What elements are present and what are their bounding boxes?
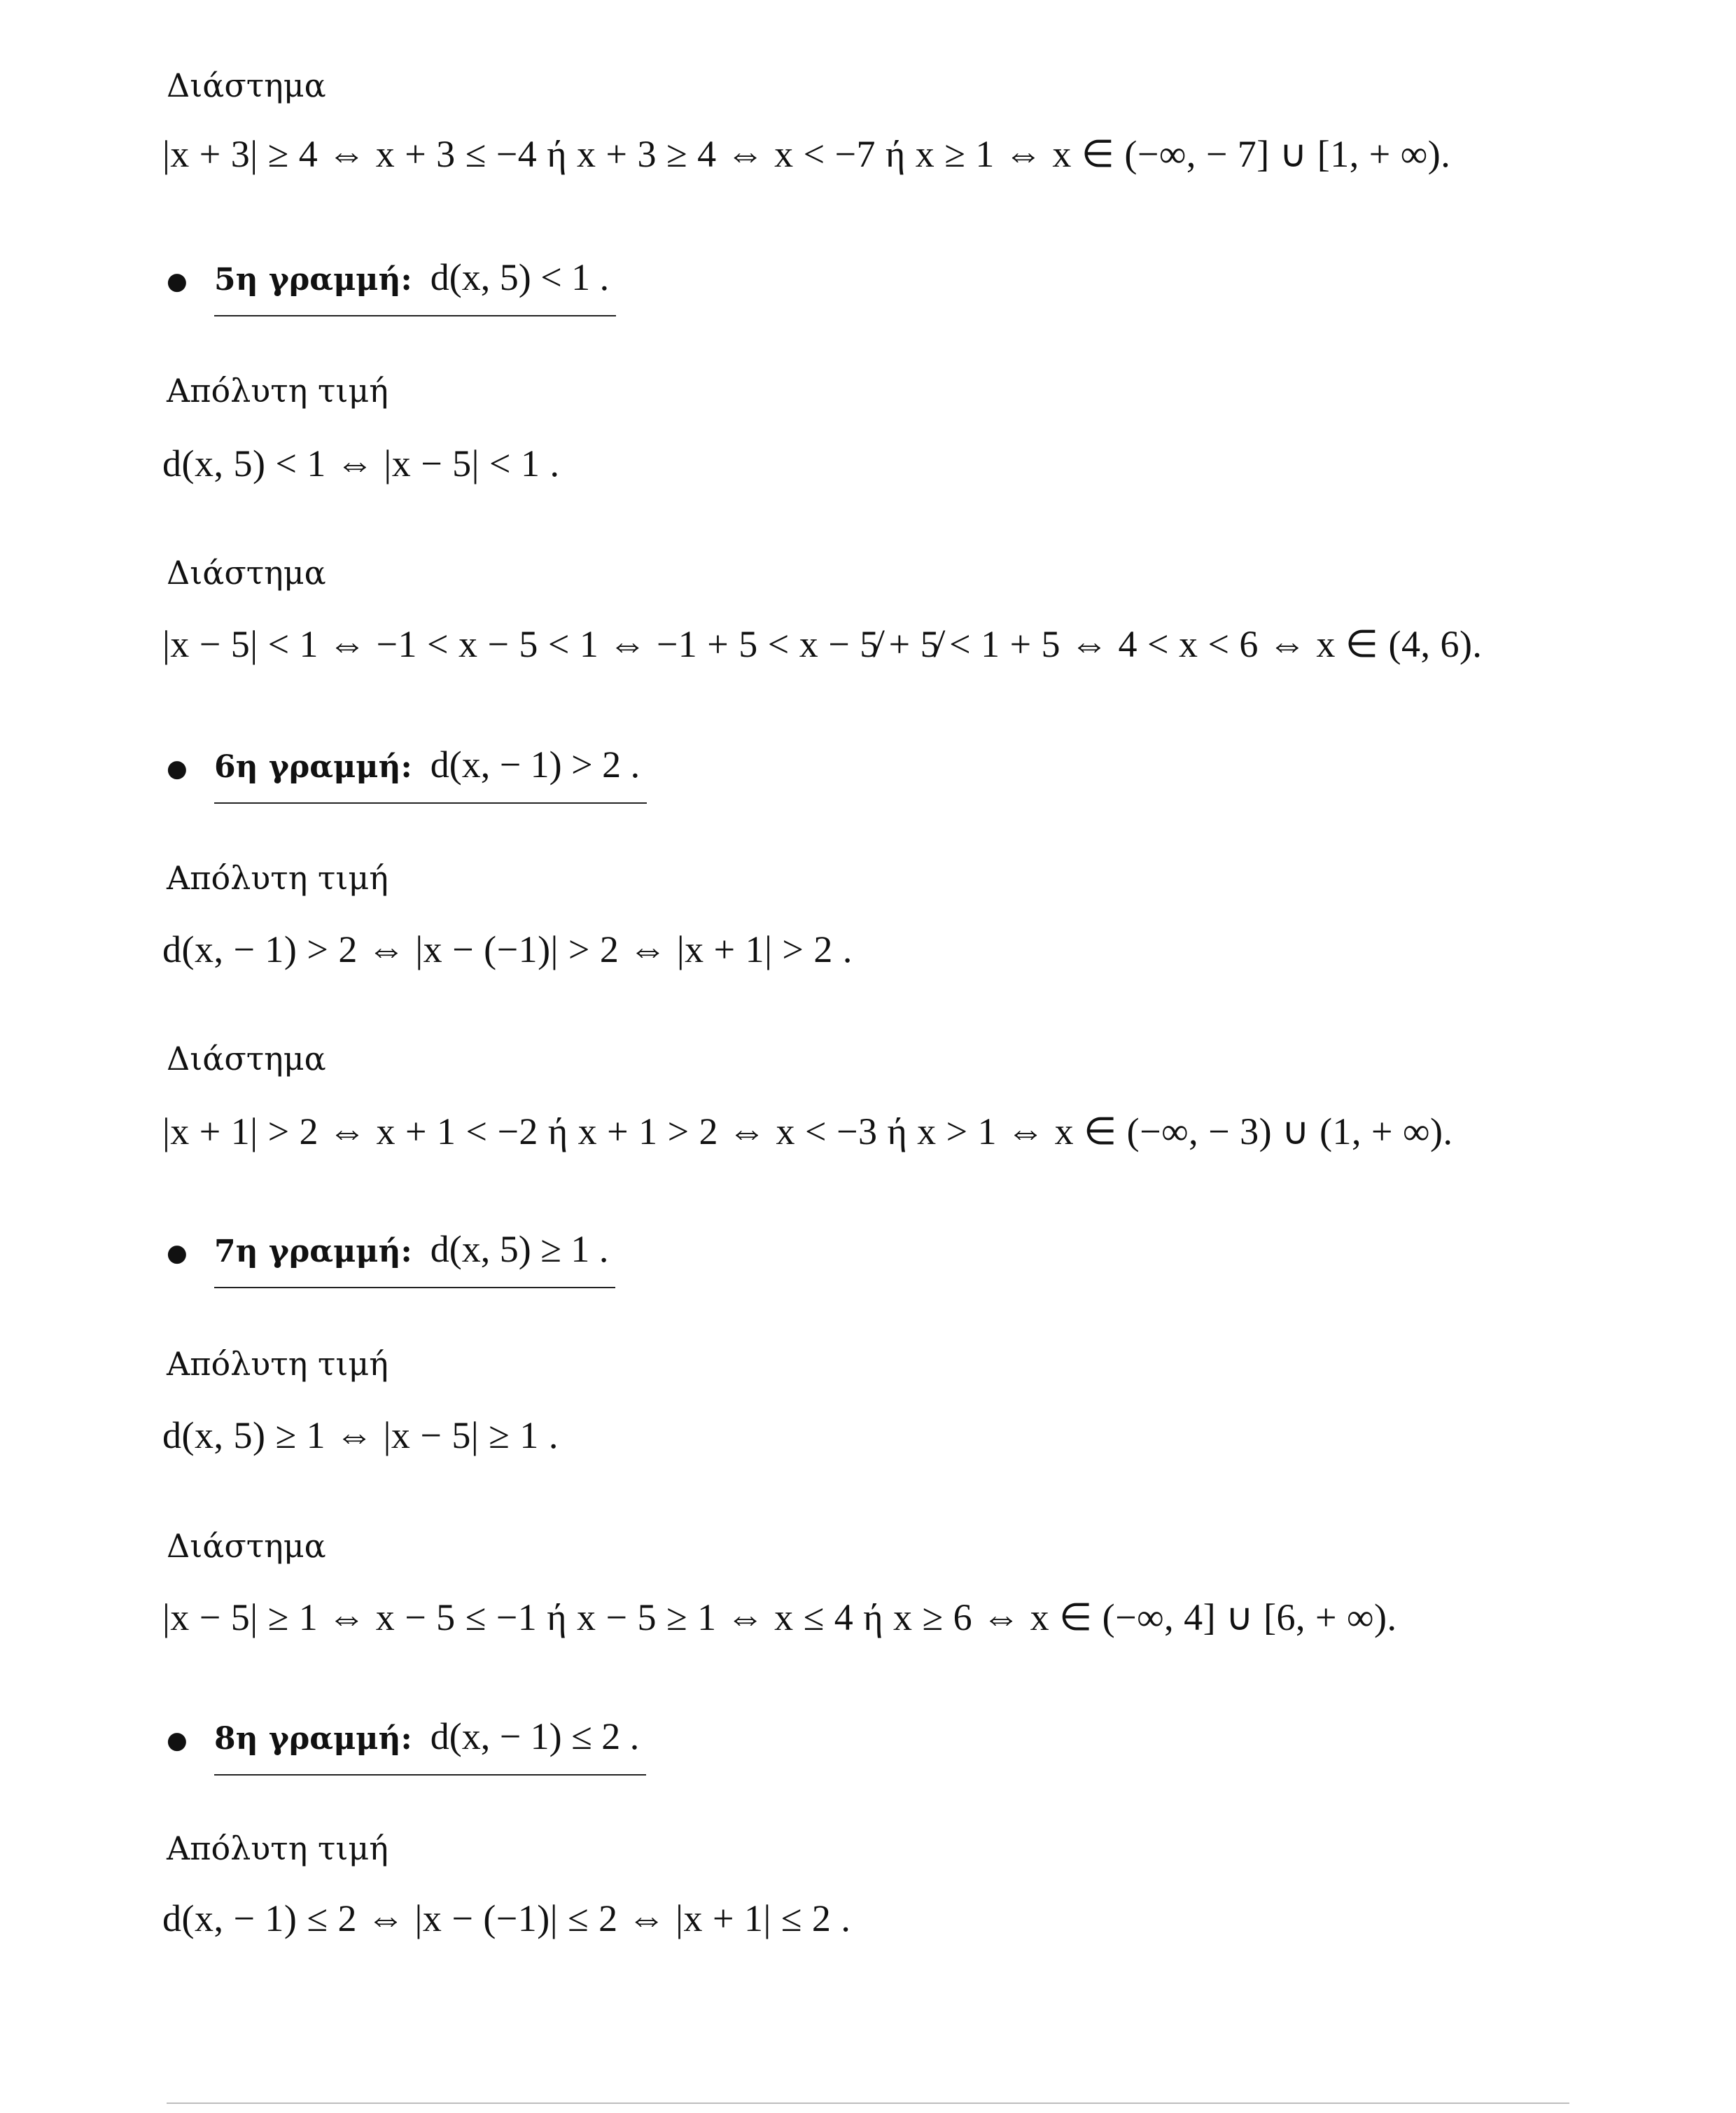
bullet-icon: ● xyxy=(167,755,188,783)
heading-underline xyxy=(214,1221,615,1288)
heading-expression: d(x, 5) ≥ 1 . xyxy=(430,1228,609,1270)
equation: d(x, − 1) ≤ 2 ⇔ |x − (−1)| ≤ 2 ⇔ |x + 1| ≤ 2 . xyxy=(162,1897,851,1939)
label-interval: Διάστημα xyxy=(167,67,326,104)
section-heading xyxy=(167,1708,646,1776)
section-heading xyxy=(167,737,647,804)
label-absolute-value: Απόλυτη τιμή xyxy=(167,372,388,410)
label-interval: Διάστημα xyxy=(167,554,326,592)
label-interval: Διάστημα xyxy=(167,1040,326,1078)
equation: |x − 5| ≥ 1 ⇔ x − 5 ≤ −1 ή x − 5 ≥ 1 ⇔ x ≤ 4 ή x ≥ 6 ⇔ x ∈ (−∞, 4] ∪ [6, + ∞). xyxy=(162,1596,1397,1638)
section-heading xyxy=(167,249,616,316)
heading-underline xyxy=(214,249,616,316)
section-heading xyxy=(167,1221,615,1288)
equation: |x + 1| > 2 ⇔ x + 1 < −2 ή x + 1 > 2 ⇔ x < −3 ή x > 1 ⇔ x ∈ (−∞, − 3) ∪ (1, + ∞). xyxy=(162,1110,1453,1152)
heading-expression: d(x, − 1) ≤ 2 . xyxy=(430,1715,640,1757)
label-interval: Διάστημα xyxy=(167,1527,326,1565)
heading-expression: d(x, − 1) > 2 . xyxy=(430,744,640,786)
equation: d(x, 5) < 1 ⇔ |x − 5| < 1 . xyxy=(162,442,560,484)
heading-underline xyxy=(214,1708,646,1776)
heading-title: 6η γραμμή: xyxy=(214,749,412,785)
equation: |x + 3| ≥ 4 ⇔ x + 3 ≤ −4 ή x + 3 ≥ 4 ⇔ x < −7 ή x ≥ 1 ⇔ x ∈ (−∞, − 7] ∪ [1, + ∞). xyxy=(162,133,1451,175)
equation: |x − 5| < 1 ⇔ −1 < x − 5 < 1 ⇔ −1 + 5 < x − 5̸ + 5̸ < 1 + 5 ⇔ 4 < x < 6 ⇔ x ∈ (4, 6). xyxy=(162,623,1483,665)
heading-expression: d(x, 5) < 1 . xyxy=(430,256,610,298)
equation: d(x, 5) ≥ 1 ⇔ |x − 5| ≥ 1 . xyxy=(162,1414,559,1456)
footer-rule xyxy=(167,2102,1569,2104)
label-absolute-value: Απόλυτη τιμή xyxy=(167,1345,388,1383)
label-absolute-value: Απόλυτη τιμή xyxy=(167,1829,388,1867)
heading-title: 7η γραμμή: xyxy=(214,1234,412,1269)
equation: d(x, − 1) > 2 ⇔ |x − (−1)| > 2 ⇔ |x + 1| > 2 . xyxy=(162,928,853,970)
heading-title: 5η γραμμή: xyxy=(214,262,412,298)
label-absolute-value: Απόλυτη τιμή xyxy=(167,859,388,897)
bullet-icon: ● xyxy=(167,1727,188,1755)
heading-title: 8η γραμμή: xyxy=(214,1721,412,1757)
bullet-icon: ● xyxy=(167,1239,188,1267)
bullet-icon: ● xyxy=(167,267,188,295)
heading-underline xyxy=(214,737,647,804)
